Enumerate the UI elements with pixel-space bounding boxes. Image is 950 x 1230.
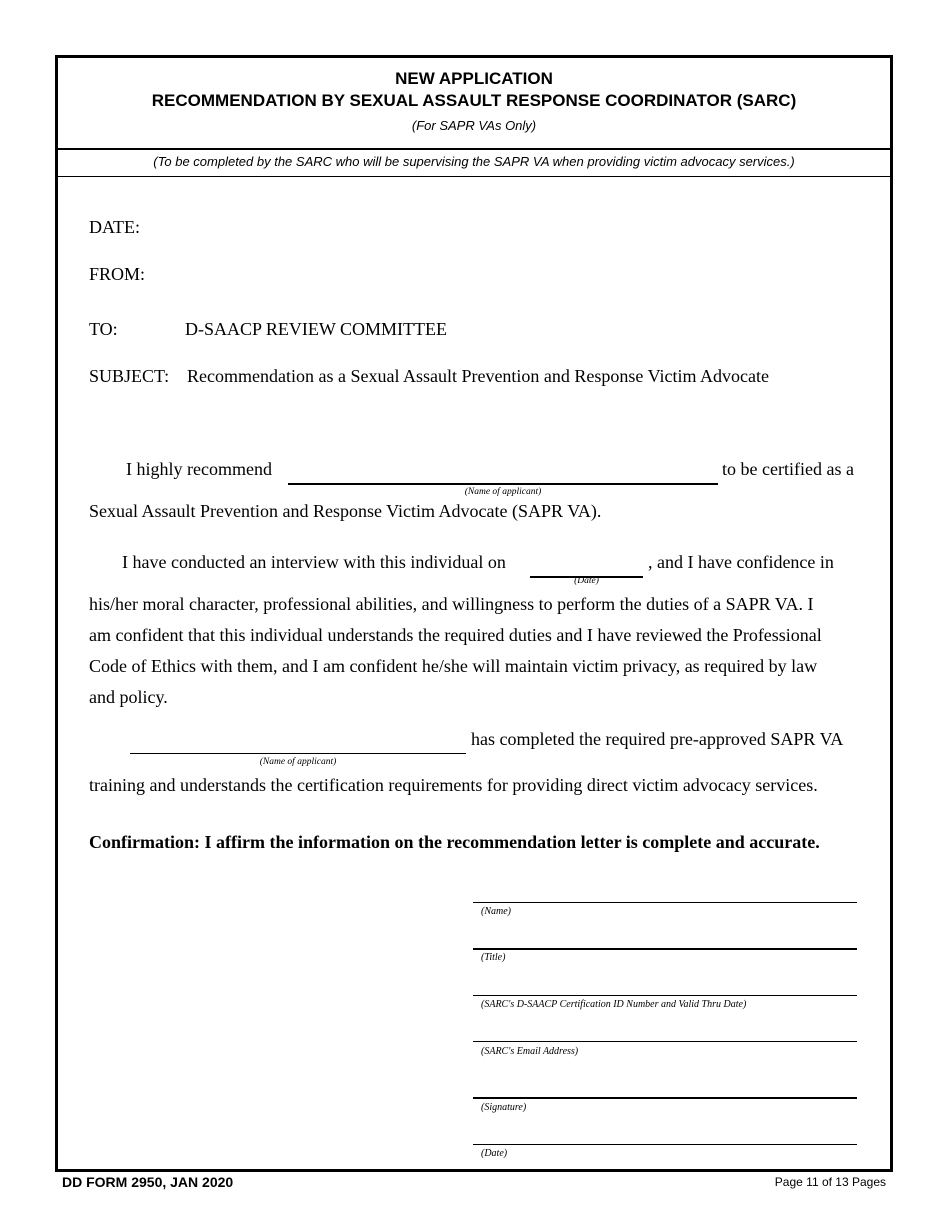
paragraph2-line3: am confident that this individual understands the required duties and I have reviewed the Professional bbox=[89, 625, 822, 645]
certified-text: to be certified as a bbox=[722, 459, 854, 479]
applicant-name-caption-2: (Name of applicant) bbox=[259, 757, 337, 767]
form-number: DD FORM 2950, JAN 2020 bbox=[62, 1174, 234, 1190]
recommend-text: I highly recommend bbox=[126, 459, 272, 479]
sarc-date-label: (Date) bbox=[481, 1148, 508, 1159]
to-value: D-SAACP REVIEW COMMITTEE bbox=[185, 319, 447, 339]
applicant-name-caption: (Name of applicant) bbox=[464, 487, 542, 497]
from-label: FROM: bbox=[89, 264, 146, 284]
training-text: has completed the required pre-approved SAPR VA bbox=[471, 729, 844, 749]
applicant-name-field-2[interactable] bbox=[130, 753, 466, 754]
form-subtitle: RECOMMENDATION BY SEXUAL ASSAULT RESPONSE COORDINATOR (SARC) bbox=[151, 91, 797, 110]
sarc-date-field[interactable] bbox=[473, 1144, 857, 1145]
sarc-title-label: (Title) bbox=[481, 952, 506, 963]
page-number: Page 11 of 13 Pages bbox=[774, 1175, 886, 1189]
form-scope-note: (For SAPR VAs Only) bbox=[411, 118, 537, 133]
interview-date-caption: (Date) bbox=[574, 576, 599, 586]
sapr-va-text: Sexual Assault Prevention and Response Victim Advocate (SAPR VA). bbox=[89, 501, 602, 521]
subject-label: SUBJECT: bbox=[89, 366, 170, 386]
form-title: NEW APPLICATION bbox=[395, 69, 553, 88]
sarc-email-label: (SARC's Email Address) bbox=[481, 1046, 579, 1057]
paragraph2-line4: Code of Ethics with them, and I am confident he/she will maintain victim privacy, as required by law bbox=[89, 656, 818, 676]
paragraph2-line2: his/her moral character, professional abilities, and willingness to perform the duties of a SAPR VA. I bbox=[89, 594, 814, 614]
instruction-text: (To be completed by the SARC who will be supervising the SAPR VA when providing victim advocacy services.) bbox=[153, 154, 795, 169]
paragraph3-line2: training and understands the certification requirements for providing direct victim advocacy services. bbox=[89, 775, 818, 795]
sarc-title-field[interactable] bbox=[473, 948, 857, 950]
instruction-divider bbox=[55, 176, 893, 177]
confirmation-statement: Confirmation: I affirm the information on the recommendation letter is complete and accurate. bbox=[89, 832, 820, 852]
confidence-text: , and I have confidence in bbox=[648, 552, 834, 572]
subject-value: Recommendation as a Sexual Assault Prevention and Response Victim Advocate bbox=[187, 366, 769, 386]
sarc-email-field[interactable] bbox=[473, 1041, 857, 1042]
applicant-name-field[interactable] bbox=[288, 483, 718, 485]
interview-text: I have conducted an interview with this individual on bbox=[122, 552, 506, 572]
date-label: DATE: bbox=[89, 217, 140, 237]
paragraph2-line5: and policy. bbox=[89, 687, 168, 707]
sarc-signature-label: (Signature) bbox=[481, 1102, 527, 1113]
sarc-cert-id-label: (SARC's D-SAACP Certification ID Number and Valid Thru Date) bbox=[481, 999, 747, 1010]
header-divider bbox=[55, 148, 893, 150]
sarc-name-field[interactable] bbox=[473, 902, 857, 903]
to-label: TO: bbox=[89, 319, 118, 339]
sarc-cert-id-field[interactable] bbox=[473, 995, 857, 996]
sarc-signature-field[interactable] bbox=[473, 1097, 857, 1099]
sarc-name-label: (Name) bbox=[481, 906, 511, 917]
